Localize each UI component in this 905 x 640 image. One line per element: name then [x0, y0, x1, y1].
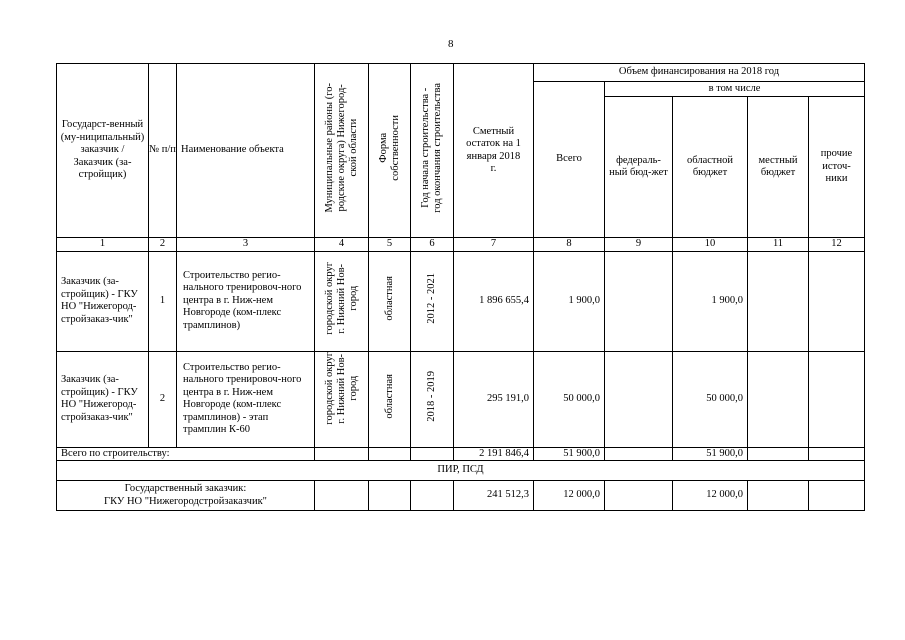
- header-regional: областной бюджет: [673, 97, 748, 238]
- header-row-1: [57, 64, 865, 82]
- row1-district-line1: городской округ: [323, 262, 335, 336]
- row2-object: Строительство регио-нального тренировоч-ного центра в г. Ниж-нем Новгороде (ком-плекс трамплинов) - этап трамплин К-60: [177, 351, 315, 447]
- state-customer-line1: Государственный заказчик:: [124, 483, 247, 494]
- construction-total-row: [57, 447, 865, 461]
- state-customer-federal: [605, 481, 673, 511]
- row1-ownership: [369, 251, 411, 351]
- construction-total-other: [809, 447, 865, 461]
- row1-district-line3: город: [347, 286, 359, 312]
- row2-local: [748, 351, 809, 447]
- header-balance: Сметный остаток на 1 января 2018 г.: [454, 64, 534, 238]
- column-numbers-row: [57, 238, 865, 252]
- row2-years: [411, 351, 454, 447]
- row1-object: Строительство регио-нального тренировоч-ного центра в г. Ниж-нем Новгороде (ком-плекс трамплинов): [177, 251, 315, 351]
- col-num-1: 1: [57, 238, 149, 252]
- financing-table: [56, 63, 865, 511]
- construction-total-label: Всего по строительству:: [57, 447, 315, 461]
- row2-district-line2: г. Нижний Нов-: [335, 352, 347, 423]
- state-customer-other: [809, 481, 865, 511]
- row2-other: [809, 351, 865, 447]
- row2-customer: Заказчик (за-стройщик) - ГКУ НО "Нижегород-стройзаказ-чик": [57, 351, 149, 447]
- row2-district: [315, 351, 369, 447]
- col-num-10: 10: [673, 238, 748, 252]
- row2-district-line1: городской округ: [323, 351, 335, 425]
- header-district: [315, 64, 369, 238]
- header-total: Всего: [534, 82, 605, 238]
- state-customer-balance: 241 512,3: [454, 481, 534, 511]
- construction-total-ownership: [369, 447, 411, 461]
- col-num-6: 6: [411, 238, 454, 252]
- header-ownership-line2: собственности: [389, 115, 401, 182]
- row2-ownership: [369, 351, 411, 447]
- row2-ownership-text: областная: [383, 374, 395, 420]
- state-customer-district: [315, 481, 369, 511]
- row2-balance: 295 191,0: [454, 351, 534, 447]
- row1-other: [809, 251, 865, 351]
- construction-total-federal: [605, 447, 673, 461]
- state-customer-regional: 12 000,0: [673, 481, 748, 511]
- row2-district-line3: город: [347, 375, 359, 401]
- header-other: прочие источ-ники: [809, 97, 865, 238]
- state-customer-years: [411, 481, 454, 511]
- header-local: местный бюджет: [748, 97, 809, 238]
- header-years: [411, 64, 454, 238]
- col-num-8: 8: [534, 238, 605, 252]
- header-federal: федераль-ный бюд-жет: [605, 97, 673, 238]
- header-num: № п/п: [149, 64, 177, 238]
- row1-balance: 1 896 655,4: [454, 251, 534, 351]
- col-num-12: 12: [809, 238, 865, 252]
- row1-years: [411, 251, 454, 351]
- state-customer-ownership: [369, 481, 411, 511]
- header-district-line3: ской области: [347, 119, 359, 178]
- row1-regional: 1 900,0: [673, 251, 748, 351]
- table-row: [57, 351, 865, 447]
- state-customer-row: [57, 481, 865, 511]
- col-num-9: 9: [605, 238, 673, 252]
- table-row: [57, 251, 865, 351]
- header-ownership-line1: Форма: [377, 133, 389, 164]
- page-number: 8: [448, 38, 454, 50]
- state-customer-total: 12 000,0: [534, 481, 605, 511]
- state-customer-label: [57, 481, 315, 511]
- row1-district-line2: г. Нижний Нов-: [335, 263, 347, 334]
- row2-regional: 50 000,0: [673, 351, 748, 447]
- row2-federal: [605, 351, 673, 447]
- col-num-7: 7: [454, 238, 534, 252]
- row1-years-text: 2012 - 2021: [426, 273, 437, 325]
- row1-num: 1: [149, 251, 177, 351]
- row1-local: [748, 251, 809, 351]
- construction-total-local: [748, 447, 809, 461]
- state-customer-local: [748, 481, 809, 511]
- header-district-line2: родские округа) Нижегород-: [335, 84, 347, 212]
- row2-num: 2: [149, 351, 177, 447]
- header-including: в том числе: [605, 82, 865, 97]
- header-district-line1: Муниципальные районы (го-: [323, 83, 335, 214]
- header-object-name: Наименование объекта: [177, 64, 315, 238]
- header-ownership: [369, 64, 411, 238]
- row1-total: 1 900,0: [534, 251, 605, 351]
- construction-total-years: [411, 447, 454, 461]
- col-num-4: 4: [315, 238, 369, 252]
- construction-total-regional: 51 900,0: [673, 447, 748, 461]
- row2-total: 50 000,0: [534, 351, 605, 447]
- section-row: [57, 461, 865, 481]
- header-customer: Государст-венный (му-ниципальный) заказчик / Заказчик (за-стройщик): [57, 64, 149, 238]
- col-num-11: 11: [748, 238, 809, 252]
- header-years-line1: Год начала строительства -: [420, 88, 431, 209]
- section-pir-title: ПИР, ПСД: [57, 461, 865, 481]
- col-num-5: 5: [369, 238, 411, 252]
- col-num-3: 3: [177, 238, 315, 252]
- state-customer-line2: ГКУ НО "Нижегородстройзаказчик": [104, 495, 267, 507]
- col-num-2: 2: [149, 238, 177, 252]
- construction-total-total: 51 900,0: [534, 447, 605, 461]
- header-financing: Объем финансирования на 2018 год: [534, 64, 865, 82]
- row2-years-text: 2018 - 2019: [426, 371, 437, 423]
- construction-total-balance: 2 191 846,4: [454, 447, 534, 461]
- row1-ownership-text: областная: [383, 276, 395, 322]
- row1-customer: Заказчик (за-стройщик) - ГКУ НО "Нижегород-стройзаказ-чик": [57, 251, 149, 351]
- row1-federal: [605, 251, 673, 351]
- row1-district: [315, 251, 369, 351]
- header-years-line2: год окончания строительства: [432, 83, 443, 214]
- construction-total-district: [315, 447, 369, 461]
